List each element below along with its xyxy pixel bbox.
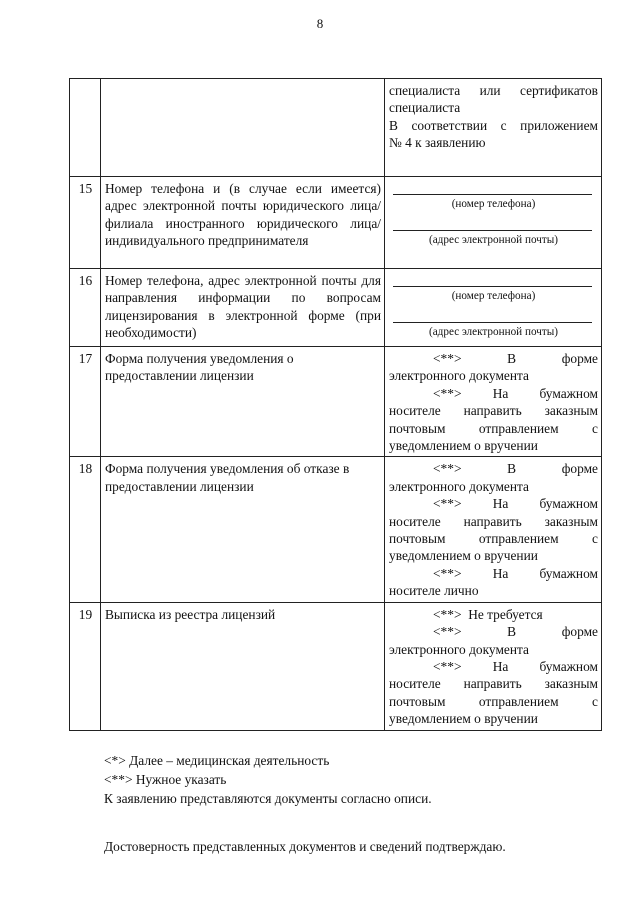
- email-hint: (адрес электронной почты): [428, 234, 559, 246]
- option-paper-mail[interactable]: <**> На бумажном: [389, 658, 598, 675]
- row-label: Форма получения уведомления о предоставлении лицензии: [101, 347, 385, 457]
- footnote: <*> Далее – медицинская деятельность: [104, 753, 330, 768]
- email-hint: (адрес электронной почты): [428, 326, 559, 338]
- footnotes: [104, 751, 432, 808]
- phone-hint: (номер телефона): [451, 198, 536, 210]
- row-label: Номер телефона и (в случае если имеется) адрес электронной почты юридического лица/ филиала иностранного юридического лица/индивидуального предпринимателя: [101, 177, 385, 269]
- table-row-17: [70, 347, 602, 457]
- option-not-required[interactable]: <**> Не требуется: [389, 606, 598, 623]
- email-field[interactable]: [393, 308, 592, 323]
- row-label: Форма получения уведомления об отказе в предоставлении лицензии: [101, 457, 385, 602]
- option-electronic[interactable]: <**> В форме: [389, 460, 598, 477]
- email-field[interactable]: [393, 216, 592, 231]
- continuation-value: специалиста или сертификатов специалиста В соответствии с приложением № 4 к заявлению: [385, 79, 602, 177]
- option-mark: <**>: [433, 624, 462, 640]
- table-row-19: [70, 602, 602, 730]
- option-mark: <**>: [433, 461, 462, 477]
- footnote: <**> Нужное указать: [104, 772, 227, 787]
- option-mark: <**>: [433, 385, 462, 401]
- table-row-continuation: [70, 79, 602, 177]
- row-number: 18: [70, 457, 101, 602]
- footnote: К заявлению представляются документы согласно описи.: [104, 791, 432, 806]
- table-row-18: [70, 457, 602, 602]
- refusal-form-options: <**> В форме электронного документа <**> На бумажном носителе направить заказным почтовым отправлением с уведомлением о вручении <**> На бумажном носителе лично: [385, 457, 602, 602]
- option-mark: <**>: [433, 658, 462, 674]
- row-number: 15: [70, 177, 101, 269]
- option-paper-mail[interactable]: <**> На бумажном: [389, 495, 598, 512]
- table-row-16: [70, 269, 602, 347]
- option-mark: <**>: [433, 565, 462, 581]
- registry-extract-options: <**> Не требуется <**> В форме электронного документа <**> На бумажном носителе направить заказным почтовым отправлением с уведомлением о вручении: [385, 602, 602, 730]
- contact-fields: [385, 269, 602, 347]
- page-number: 8: [316, 16, 324, 31]
- final-statement: Достоверность представленных документов и сведений подтверждаю.: [104, 839, 506, 854]
- option-electronic[interactable]: <**> В форме: [389, 350, 598, 367]
- row-label: Номер телефона, адрес электронной почты для направления информации по вопросам лицензирования в электронной форме (при необходимости): [101, 269, 385, 347]
- table-row-15: [70, 177, 602, 269]
- row-label: Выписка из реестра лицензий: [101, 602, 385, 730]
- option-mark: <**>: [433, 496, 462, 512]
- row-number: 19: [70, 602, 101, 730]
- notice-form-options: <**> В форме электронного документа <**> На бумажном носителе направить заказным почтовым отправлением с уведомлением о вручении: [385, 347, 602, 457]
- phone-field[interactable]: [393, 272, 592, 287]
- option-electronic[interactable]: <**> В форме: [389, 623, 598, 640]
- contact-fields: [385, 177, 602, 269]
- application-form-table: [69, 78, 602, 731]
- phone-hint: (номер телефона): [451, 290, 536, 302]
- option-paper-in-person[interactable]: <**> На бумажном: [389, 565, 598, 582]
- option-paper-mail[interactable]: <**> На бумажном: [389, 385, 598, 402]
- row-number: 16: [70, 269, 101, 347]
- phone-field[interactable]: [393, 180, 592, 195]
- row-number: 17: [70, 347, 101, 457]
- option-mark: <**>: [433, 606, 462, 622]
- option-mark: <**>: [433, 351, 462, 366]
